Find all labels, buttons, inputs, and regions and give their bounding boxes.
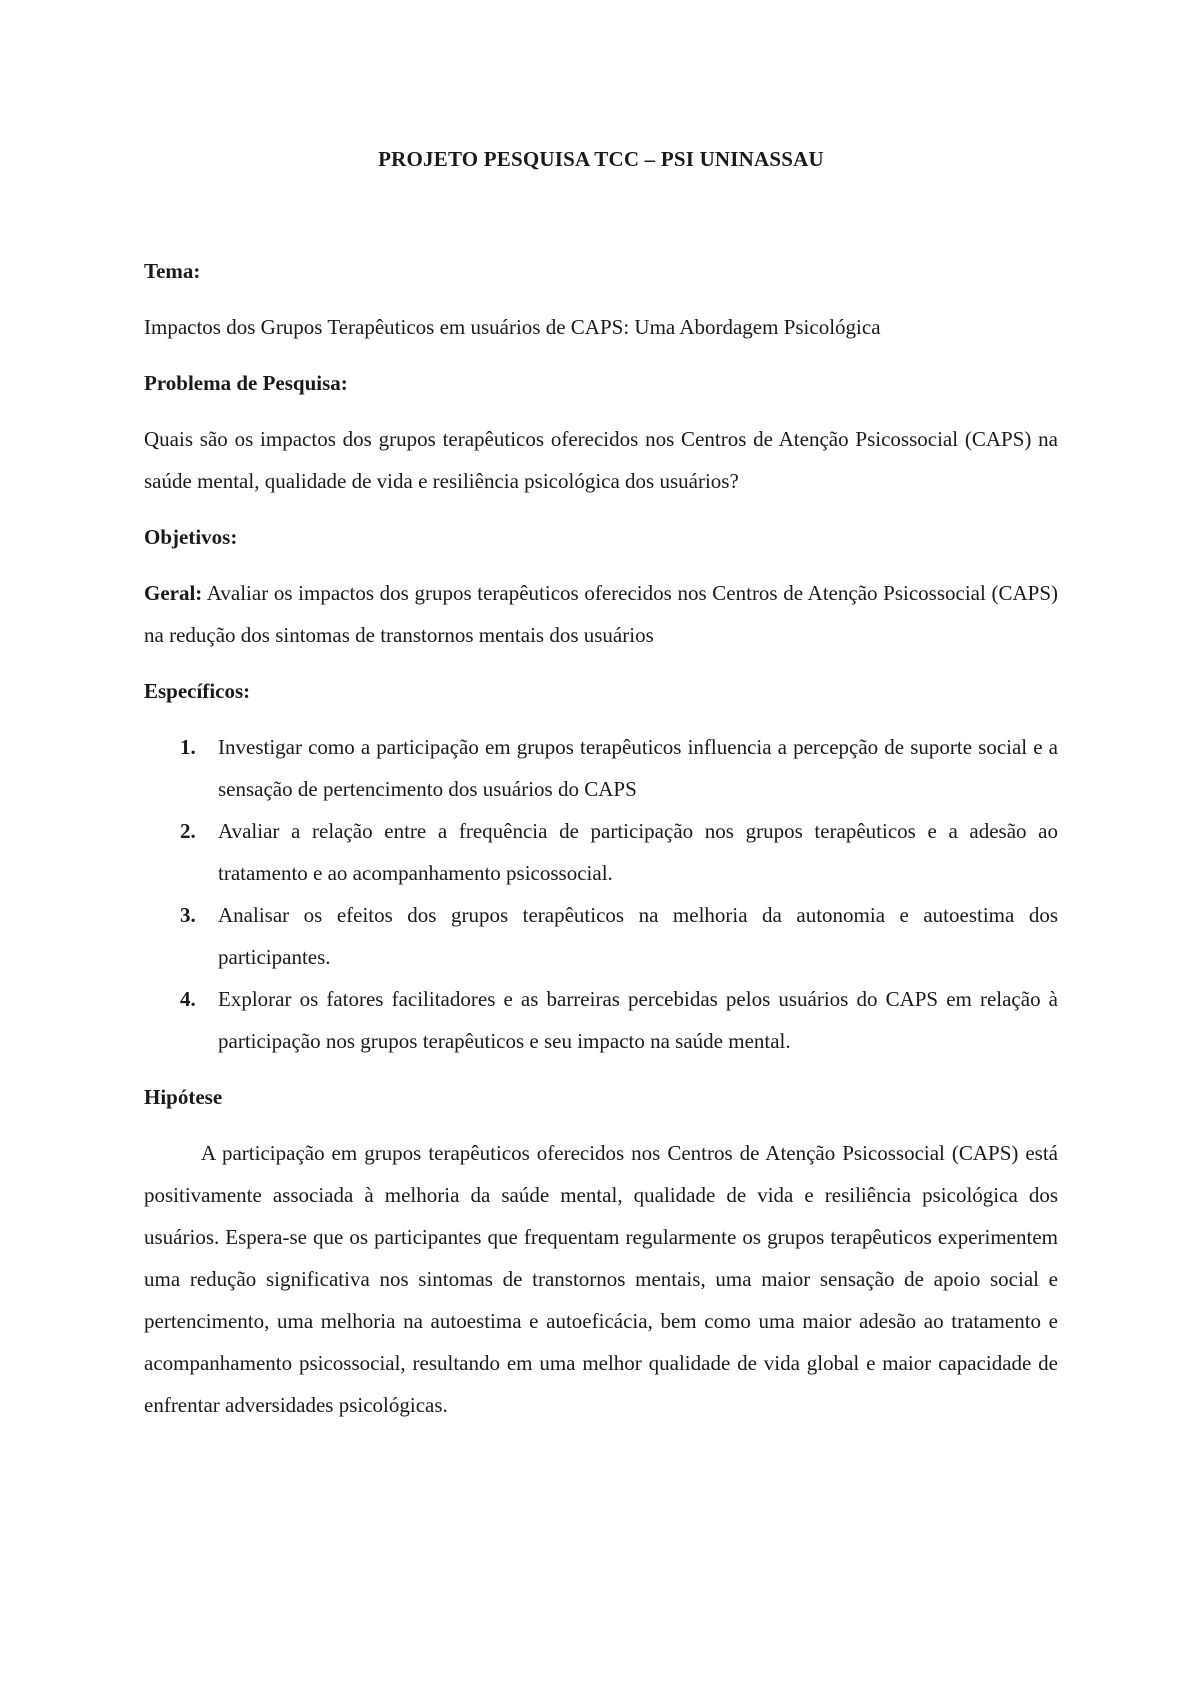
problema-text: Quais são os impactos dos grupos terapêuticos oferecidos nos Centros de Atenção Psicossocial (CAPS) na saúde mental, qualidade de vida e resiliência psicológica dos usuários?: [144, 427, 1058, 493]
tema-text: Impactos dos Grupos Terapêuticos em usuários de CAPS: Uma Abordagem Psicológica: [144, 315, 881, 339]
list-item: [144, 978, 1058, 1062]
especificos-heading: Específicos:: [144, 679, 251, 703]
list-item: [144, 726, 1058, 810]
list-item: [144, 810, 1058, 894]
hipotese-heading: Hipótese: [144, 1085, 223, 1109]
list-item-number: 4.: [180, 987, 196, 1011]
document-body: [144, 138, 1058, 1440]
list-item-text: Analisar os efeitos dos grupos terapêuticos na melhoria da autonomia e autoestima dos participantes.: [218, 903, 1058, 969]
list-item-text: Investigar como a participação em grupos terapêuticos influencia a percepção de suporte social e a sensação de pertencimento dos usuários do CAPS: [218, 735, 1058, 801]
geral-text: Avaliar os impactos dos grupos terapêuticos oferecidos nos Centros de Atenção Psicossocial (CAPS) na redução dos sintomas de transtornos mentais dos usuários: [144, 581, 1058, 647]
geral-label: Geral:: [144, 581, 203, 605]
list-item-text: Explorar os fatores facilitadores e as barreiras percebidas pelos usuários do CAPS em relação à participação nos grupos terapêuticos e seu impacto na saúde mental.: [218, 987, 1058, 1053]
objetivos-heading: Objetivos:: [144, 525, 238, 549]
problema-heading: Problema de Pesquisa:: [144, 371, 348, 395]
objetivo-geral: [144, 572, 1058, 656]
document-title: PROJETO PESQUISA TCC – PSI UNINASSAU: [378, 147, 824, 171]
list-item-text: Avaliar a relação entre a frequência de participação nos grupos terapêuticos e a adesão ao tratamento e ao acompanhamento psicossocial.: [218, 819, 1058, 885]
list-item-number: 1.: [180, 735, 196, 759]
especificos-list: [144, 726, 1058, 1062]
list-item-number: 2.: [180, 819, 196, 843]
list-item: [144, 894, 1058, 978]
list-item-number: 3.: [180, 903, 196, 927]
tema-heading: Tema:: [144, 259, 201, 283]
hipotese-text: A participação em grupos terapêuticos oferecidos nos Centros de Atenção Psicossocial (CAPS) está positivamente associada à melhoria da saúde mental, qualidade de vida e resiliência psicológica dos usuários. Espera-se que os participantes que frequentam regularmente os grupos terapêuticos experimentem uma redução significativa nos sintomas de transtornos mentais, uma maior sensação de apoio social e pertencimento, uma melhoria na autoestima e autoeficácia, bem como uma maior adesão ao tratamento e acompanhamento psicossocial, resultando em uma melhor qualidade de vida global e maior capacidade de enfrentar adversidades psicológicas.: [144, 1141, 1058, 1417]
